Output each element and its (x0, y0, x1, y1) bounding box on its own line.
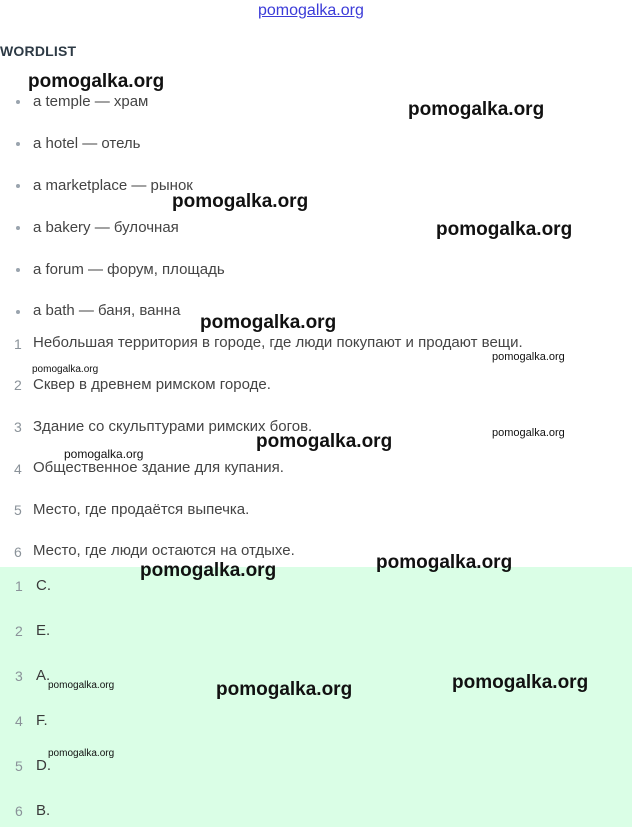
watermark: pomogalka.org (172, 191, 309, 212)
watermark: pomogalka.org (376, 552, 513, 573)
watermark: pomogalka.org (492, 351, 565, 363)
question-text: Небольшая территория в городе, где люди покупают и продают вещи. (33, 334, 523, 351)
watermark: pomogalka.org (492, 427, 565, 439)
wordlist-item: a bath — баня, ванна (33, 302, 181, 319)
question-number: 2 (14, 377, 22, 393)
watermark: pomogalka.org (140, 560, 277, 581)
question-text: Место, где люди остаются на отдыхе. (33, 542, 295, 559)
bullet-icon (16, 268, 20, 272)
wordlist-item: a bakery — булочная (33, 219, 179, 236)
answer-number: 4 (15, 713, 23, 729)
question-text: Общественное здание для купания. (33, 459, 284, 476)
question-text: Сквер в древнем римском городе. (33, 376, 271, 393)
wordlist-item: a forum — форум, площадь (33, 261, 225, 278)
question-number: 1 (14, 336, 22, 352)
wordlist-item: a temple — храм (33, 93, 149, 110)
bullet-icon (16, 142, 20, 146)
wordlist-item: a marketplace — рынок (33, 177, 193, 194)
answer-value: F. (36, 712, 48, 729)
watermark: pomogalka.org (48, 680, 115, 691)
watermark: pomogalka.org (28, 71, 165, 92)
site-link[interactable]: pomogalka.org (258, 2, 364, 19)
watermark: pomogalka.org (48, 748, 115, 759)
question-number: 5 (14, 502, 22, 518)
answer-number: 5 (15, 758, 23, 774)
answer-value: B. (36, 802, 51, 819)
answer-value: D. (36, 757, 51, 774)
answer-value: E. (36, 622, 51, 639)
bullet-icon (16, 310, 20, 314)
wordlist-item: a hotel — отель (33, 135, 141, 152)
answer-value: A. (36, 667, 51, 684)
watermark: pomogalka.org (216, 679, 353, 700)
bullet-icon (16, 226, 20, 230)
bullet-icon (16, 184, 20, 188)
question-text: Здание со скульптурами римских богов. (33, 418, 313, 435)
question-number: 6 (14, 544, 22, 560)
watermark: pomogalka.org (256, 431, 393, 452)
answer-number: 6 (15, 803, 23, 819)
watermark: pomogalka.org (452, 672, 589, 693)
answer-number: 3 (15, 668, 23, 684)
question-number: 3 (14, 419, 22, 435)
watermark: pomogalka.org (32, 364, 99, 375)
bullet-icon (16, 100, 20, 104)
question-number: 4 (14, 461, 22, 477)
answer-number: 1 (15, 578, 23, 594)
watermark: pomogalka.org (64, 447, 144, 461)
watermark: pomogalka.org (408, 99, 545, 120)
watermark: pomogalka.org (200, 312, 337, 333)
page-title: WORDLIST (0, 43, 77, 59)
answer-number: 2 (15, 623, 23, 639)
answer-value: C. (36, 577, 51, 594)
watermark: pomogalka.org (436, 219, 573, 240)
question-text: Место, где продаётся выпечка. (33, 501, 250, 518)
